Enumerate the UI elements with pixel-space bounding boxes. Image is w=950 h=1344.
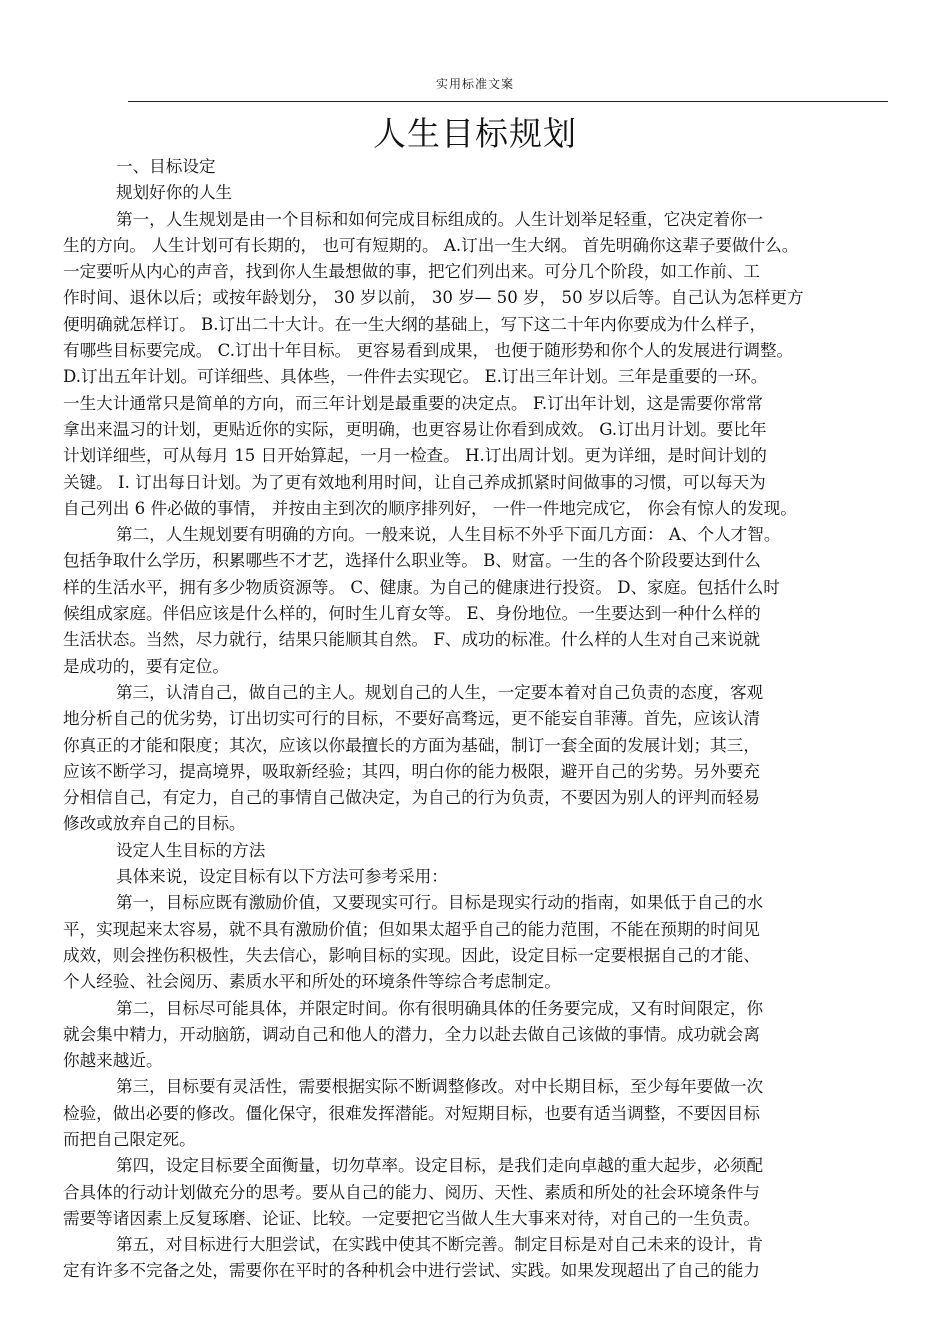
- text-line: 而把自己限定死。: [63, 1129, 196, 1149]
- text-line: 样的生活水平，拥有多少物质资源等。 C、健康。为自己的健康进行投资。 D、家庭。包括什么时: [63, 577, 780, 597]
- text-line: 第五，对目标进行大胆尝试，在实践中使其不断完善。制定目标是对自己未来的设计，肯: [116, 1235, 764, 1255]
- text-line: 生的方向。 人生计划可有长期的， 也可有短期的。 A.订出一生大纲。 首先明确你这辈子要做什么。: [63, 235, 799, 255]
- text-line: 第三，目标要有灵活性，需要根据实际不断调整修改。对中长期目标，至少每年要做一次: [116, 1077, 764, 1097]
- text-line: 设定人生目标的方法: [116, 840, 266, 860]
- text-line: 包括争取什么学历，积累哪些不才艺，选择什么职业等。 B、财富。一生的各个阶段要达到什么: [63, 551, 761, 571]
- text-line: D.订出五年计划。可详细些、具体些，一件件去实现它。 E.订出三年计划。三年是重要的一环。: [63, 367, 768, 387]
- text-line: 个人经验、社会阅历、素质水平和所处的环境条件等综合考虑制定。: [63, 972, 561, 992]
- text-line: 作时间、退休以后；或按年龄划分， 30 岁以前， 30 岁— 50 岁， 50 岁以后等。自己认为怎样更方: [63, 288, 804, 308]
- text-line: 候组成家庭。伴侣应该是什么样的，何时生儿育女等。 E、身份地位。一生要达到一种什么样的: [63, 604, 761, 624]
- text-line: 具体来说，设定目标有以下方法可参考采用：: [116, 867, 448, 887]
- text-line: 需要等诸因素上反复琢磨、论证、比较。一定要把它当做人生大事来对待，对自己的一生负责。: [63, 1208, 760, 1228]
- text-line: 便明确就怎样订。 B.订出二十大计。在一生大纲的基础上，写下这二十年内你要成为什么样子，: [63, 314, 767, 334]
- text-line: 拿出来温习的计划，更贴近你的实际，更明确，也更容易让你看到成效。 G.订出月计划。要比年: [63, 419, 767, 439]
- text-line: 计划详细些，可从每月 15 日开始算起，一月一检查。 H.订出周计划。更为详细，是时间计划的: [63, 446, 767, 466]
- text-line: 修改或放弃自己的目标。: [63, 814, 246, 834]
- text-line: 第一，目标应既有激励价值，又要现实可行。目标是现实行动的指南，如果低于自己的水: [116, 893, 764, 913]
- text-line: 有哪些目标要完成。 C.订出十年目标。 更容易看到成果， 也便于随形势和你个人的发展进行调整。: [63, 341, 794, 361]
- text-line: 分相信自己，有定力，自己的事情自己做决定，为自己的行为负责，不要因为别人的评判而轻易: [63, 788, 760, 808]
- document-body: [63, 154, 893, 1285]
- text-line: 你越来越近。: [63, 1051, 163, 1071]
- text-line: 第二，人生规划要有明确的方向。一般来说，人生目标不外乎下面几方面： A、个人才智。: [116, 525, 781, 545]
- text-line: 一、目标设定: [116, 157, 216, 176]
- text-line: 是成功的，要有定位。: [63, 656, 229, 676]
- text-line: 第三，认清自己，做自己的主人。规划自己的人生，一定要本着对自己负责的态度，客观: [116, 682, 764, 702]
- text-line: 自己列出 6 件必做的事情， 并按由主到次的顺序排列好， 一件一件地完成它， 你会有惊人的发现。: [63, 498, 797, 518]
- text-line: 成效，则会挫伤积极性，失去信心，影响目标的实现。因此，设定目标一定要根据自己的才能、: [63, 945, 760, 965]
- text-line: 第二，目标尽可能具体，并限定时间。你有很明确具体的任务要完成，又有时间限定，你: [116, 998, 764, 1018]
- page-header: 实用标准文案: [435, 77, 514, 91]
- header-rule: [128, 101, 888, 102]
- text-line: 定有许多不完备之处，需要你在平时的各种机会中进行尝试、实践。如果发现超出了自己的能力: [63, 1261, 760, 1281]
- text-line: 关键。 I. 订出每日计划。为了更有效地利用时间，让自己养成抓紧时间做事的习惯，可以每天为: [63, 472, 766, 492]
- text-line: 生活状态。当然，尽力就行，结果只能顺其自然。 F、成功的标准。什么样的人生对自己来说就: [63, 630, 761, 650]
- text-line: 一定要听从内心的声音，找到你人生最想做的事，把它们列出来。可分几个阶段，如工作前、工: [63, 262, 760, 282]
- text-line: 第一，人生规划是由一个目标和如何完成目标组成的。人生计划举足轻重，它决定着你一: [116, 209, 764, 229]
- text-line: 地分析自己的优劣势，订出切实可行的目标，不要好高骛远，更不能妄自菲薄。首先，应该认清: [63, 709, 760, 729]
- text-line: 应该不断学习，提高境界，吸取新经验；其四，明白你的能力极限，避开自己的劣势。另外要充: [63, 761, 760, 781]
- text-line: 就会集中精力，开动脑筋，调动自己和他人的潜力，全力以赴去做自己该做的事情。成功就会离: [63, 1024, 760, 1044]
- text-line: 检验，做出必要的修改。僵化保守，很难发挥潜能。对短期目标，也要有适当调整，不要因目标: [63, 1103, 760, 1123]
- text-line: 你真正的才能和限度；其次，应该以你最擅长的方面为基础，制订一套全面的发展计划；其三，: [63, 735, 760, 755]
- document-title: 人生目标规划: [373, 114, 577, 153]
- text-line: 规划好你的人生: [116, 183, 233, 203]
- text-line: 平，实现起来太容易，就不具有激励价值；但如果太超乎自己的能力范围，不能在预期的时间见: [63, 919, 760, 939]
- text-line: 第四，设定目标要全面衡量，切勿草率。设定目标，是我们走向卓越的重大起步，必须配: [116, 1156, 764, 1176]
- text-line: 合具体的行动计划做充分的思考。要从自己的能力、阅历、天性、素质和所处的社会环境条件与: [63, 1182, 760, 1202]
- text-line: 一生大计通常只是简单的方向，而三年计划是最重要的决定点。 F.订出年计划，这是需要你常常: [63, 393, 763, 413]
